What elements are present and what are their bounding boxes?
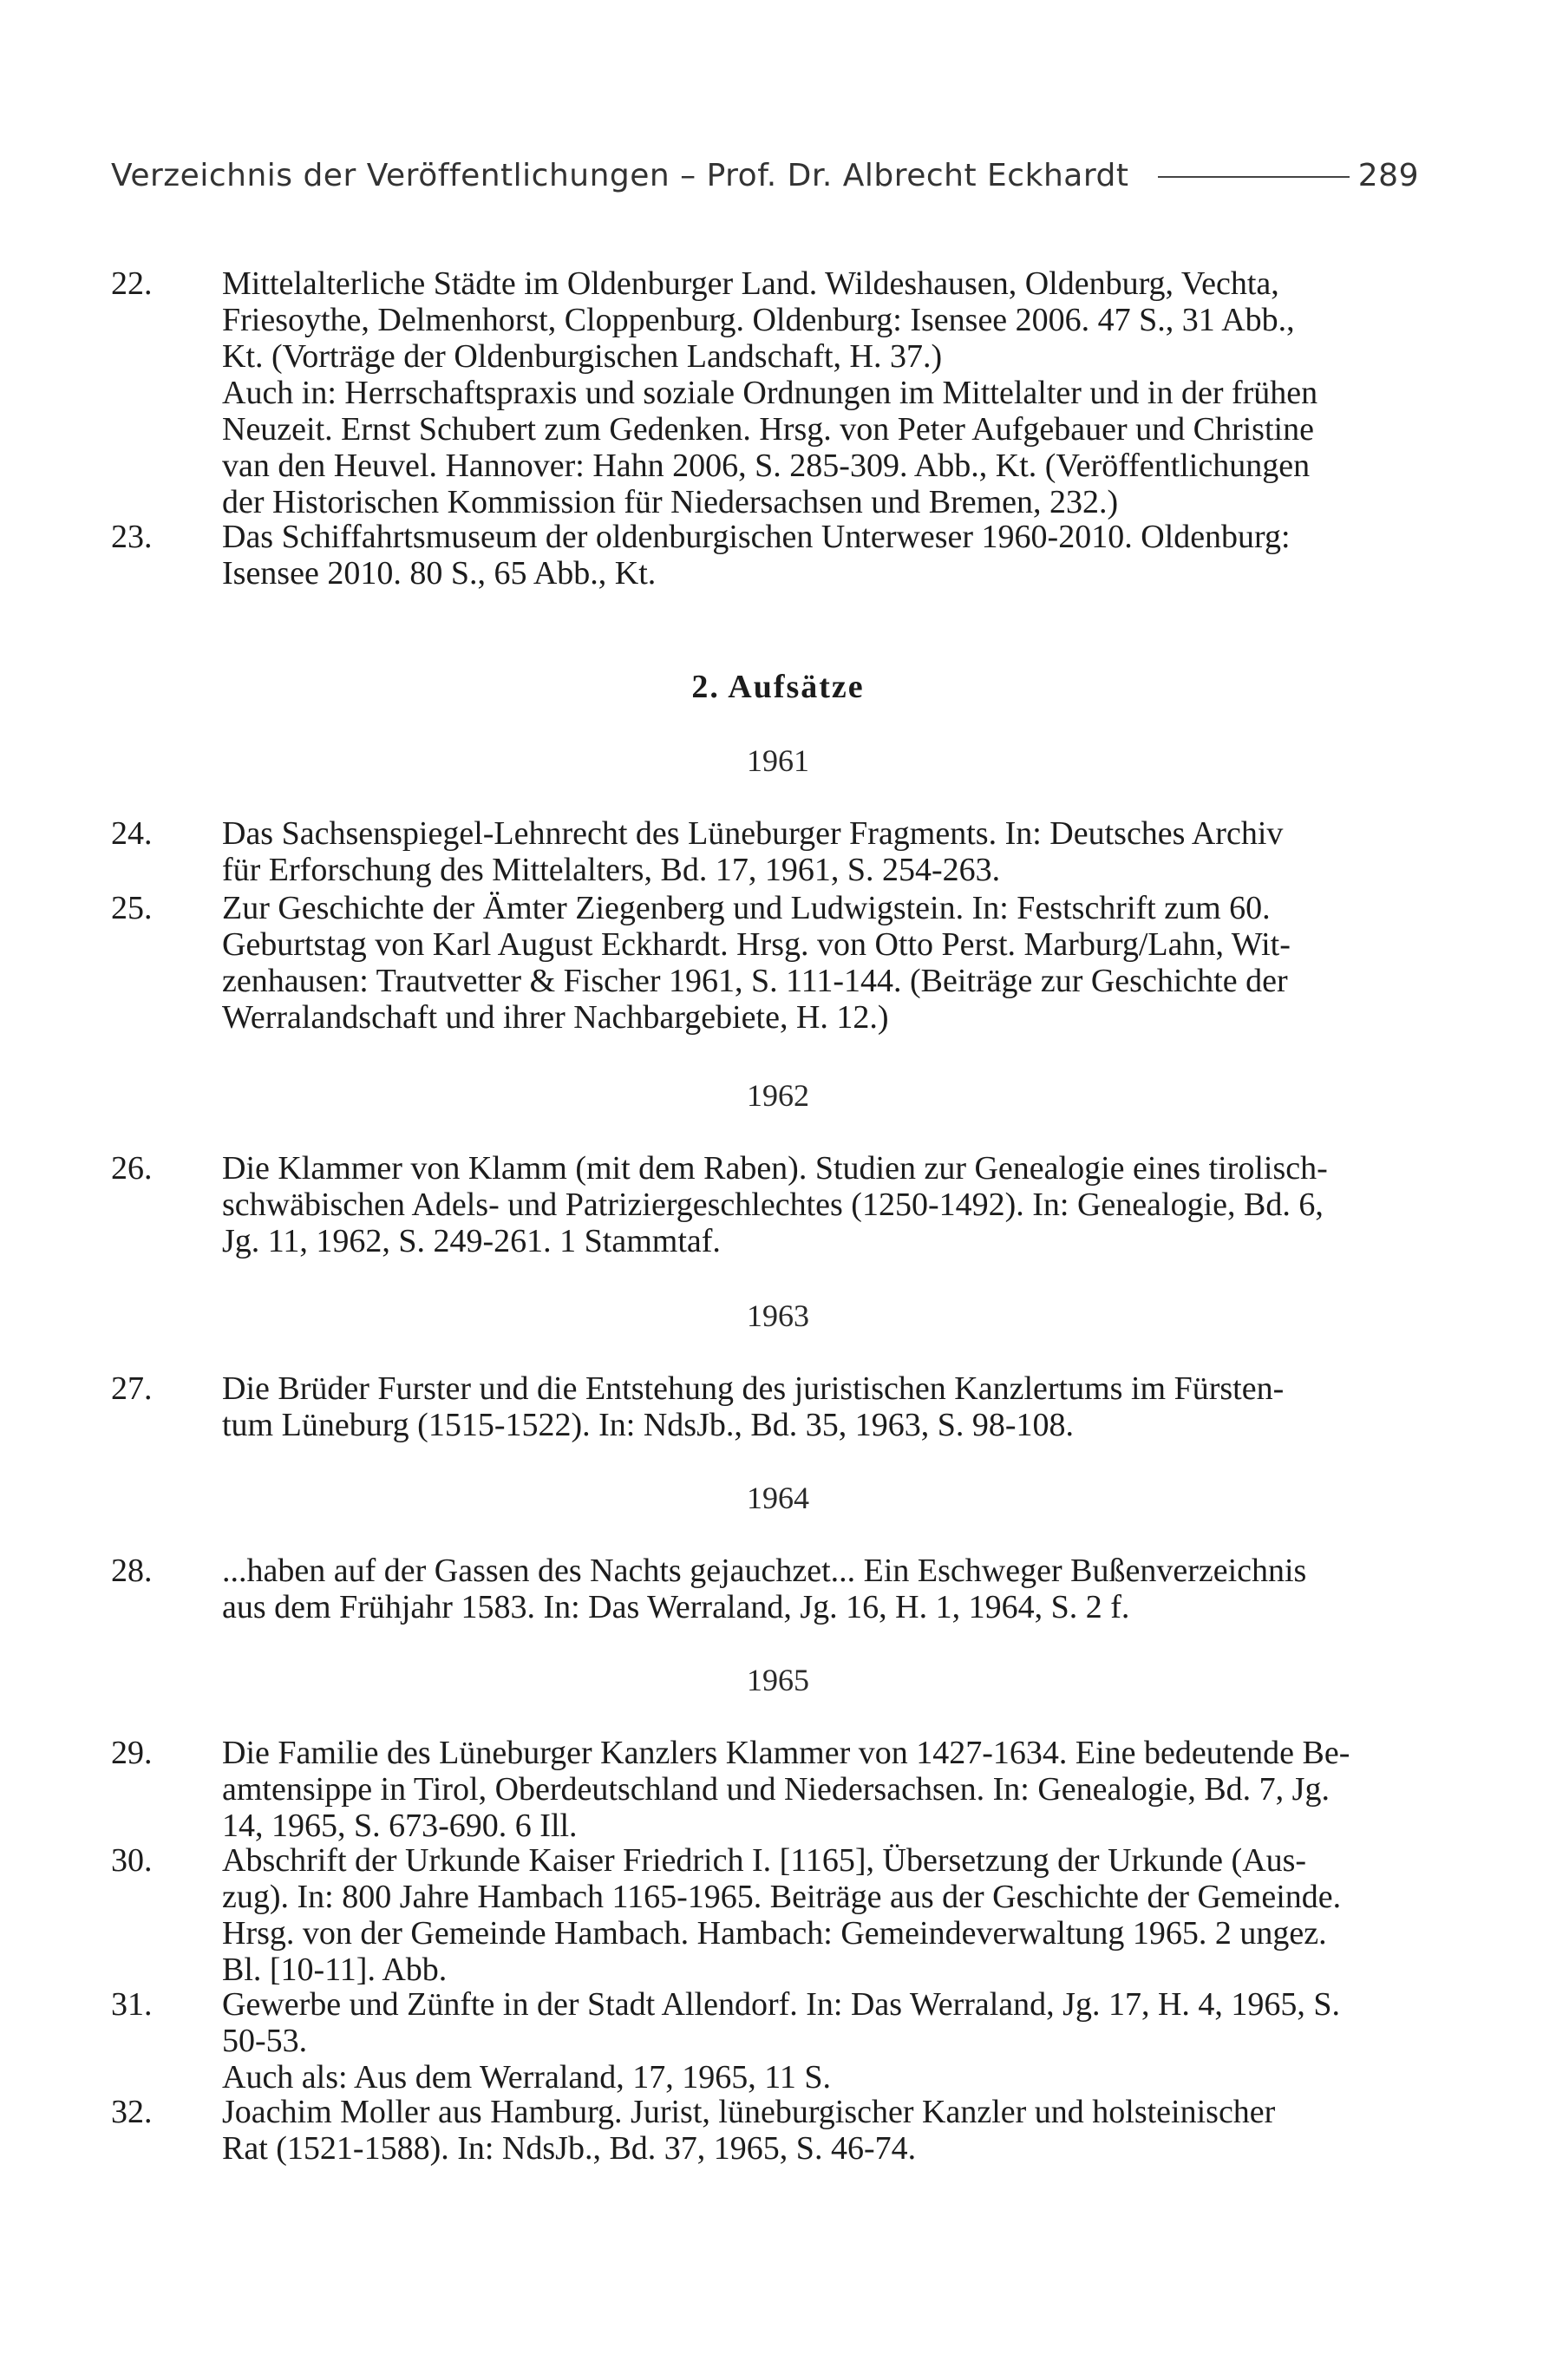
list-item: [111, 1842, 1419, 1988]
entry-number: 25.: [111, 890, 153, 926]
entry-number: 24.: [111, 815, 153, 852]
entry-text: [222, 890, 1419, 1036]
entry-line: zug). In: 800 Jahre Hambach 1165-1965. Beiträge aus der Geschichte der Gemeinde.: [222, 1879, 1342, 1915]
entry-number: 28.: [111, 1553, 153, 1589]
page-number: 289: [1357, 157, 1419, 193]
list-item: [111, 1735, 1419, 1844]
year-heading-1964: 1964: [747, 1481, 809, 1515]
year-heading-1962: 1962: [747, 1078, 809, 1113]
entry-line: Gewerbe und Zünfte in der Stadt Allendorf. In: Das Werraland, Jg. 17, H. 4, 1965, S.: [222, 1986, 1341, 2023]
entry-number: 29.: [111, 1735, 153, 1771]
entry-line: schwäbischen Adels- und Patriziergeschlechtes (1250-1492). In: Genealogie, Bd. 6,: [222, 1187, 1324, 1223]
entry-line: Hrsg. von der Gemeinde Hambach. Hambach: Gemeindeverwaltung 1965. 2 ungez.: [222, 1915, 1327, 1952]
entry-line: Isensee 2010. 80 S., 65 Abb., Kt.: [222, 555, 657, 592]
entry-line: aus dem Frühjahr 1583. In: Das Werraland, Jg. 16, H. 1, 1964, S. 2 f.: [222, 1589, 1130, 1625]
list-item: [111, 265, 1419, 520]
list-item: [111, 519, 1419, 592]
entry-line: Das Schiffahrtsmuseum der oldenburgischen Unterweser 1960-2010. Oldenburg:: [222, 519, 1291, 555]
entry-text: [222, 1842, 1419, 1988]
entry-line: zenhausen: Trautvetter & Fischer 1961, S. 111-144. (Beiträge zur Geschichte der: [222, 963, 1288, 999]
entry-line: amtensippe in Tirol, Oberdeutschland und Niedersachsen. In: Genealogie, Bd. 7, Jg.: [222, 1771, 1330, 1808]
entry-line: Geburtstag von Karl August Eckhardt. Hrsg. von Otto Perst. Marburg/Lahn, Wit-: [222, 926, 1291, 963]
entry-number: 31.: [111, 1986, 153, 2023]
entry-text: [222, 1735, 1419, 1844]
entry-text: [222, 1150, 1419, 1259]
entry-line: Die Klammer von Klamm (mit dem Raben). Studien zur Genealogie eines tirolisch-: [222, 1150, 1328, 1187]
entry-line: Kt. (Vorträge der Oldenburgischen Landschaft, H. 37.): [222, 338, 943, 375]
entry-line: Die Brüder Furster und die Entstehung des juristischen Kanzlertums im Fürsten-: [222, 1370, 1285, 1407]
entry-line: Friesoythe, Delmenhorst, Cloppenburg. Oldenburg: Isensee 2006. 47 S., 31 Abb.,: [222, 302, 1295, 338]
entry-number: 27.: [111, 1370, 153, 1407]
entry-text: [222, 1370, 1419, 1443]
entry-line: Auch in: Herrschaftspraxis und soziale Ordnungen im Mittelalter und in der frühen: [222, 375, 1318, 411]
entry-line: der Historischen Kommission für Niedersachsen und Bremen, 232.): [222, 484, 1119, 520]
year-heading-1963: 1963: [747, 1298, 809, 1333]
list-item: [111, 890, 1419, 1036]
list-item: [111, 2094, 1419, 2167]
entry-line: Werralandschaft und ihrer Nachbargebiete, H. 12.): [222, 999, 889, 1036]
entry-line: Das Sachsenspiegel-Lehnrecht des Lüneburger Fragments. In: Deutsches Archiv: [222, 815, 1284, 852]
entry-line: Joachim Moller aus Hamburg. Jurist, lüneburgischer Kanzler und holsteinischer: [222, 2094, 1276, 2130]
list-item: [111, 1370, 1419, 1443]
entry-line: Mittelalterliche Städte im Oldenburger Land. Wildeshausen, Oldenburg, Vechta,: [222, 265, 1279, 302]
entry-line: Abschrift der Urkunde Kaiser Friedrich I. [1165], Übersetzung der Urkunde (Aus-: [222, 1842, 1307, 1879]
list-item: [111, 1986, 1419, 2096]
entry-line: Zur Geschichte der Ämter Ziegenberg und Ludwigstein. In: Festschrift zum 60.: [222, 890, 1271, 926]
entry-text: [222, 2094, 1419, 2167]
entry-text: [222, 265, 1419, 520]
entry-number: 23.: [111, 519, 153, 555]
entry-line: 14, 1965, S. 673-690. 6 Ill.: [222, 1808, 578, 1844]
year-heading-1965: 1965: [747, 1663, 809, 1697]
entry-text: [222, 1986, 1419, 2096]
header-rule: [1158, 176, 1349, 178]
entry-line: 50-53.: [222, 2023, 308, 2059]
entry-text: [222, 1553, 1419, 1625]
entry-number: 32.: [111, 2094, 153, 2130]
list-item: [111, 1150, 1419, 1259]
entry-number: 30.: [111, 1842, 153, 1879]
entry-line: Jg. 11, 1962, S. 249-261. 1 Stammtaf.: [222, 1223, 721, 1259]
entry-number: 22.: [111, 265, 153, 302]
entry-text: [222, 815, 1419, 888]
list-item: [111, 815, 1419, 888]
entry-line: für Erforschung des Mittelalters, Bd. 17, 1961, S. 254-263.: [222, 852, 1001, 888]
entry-line: Neuzeit. Ernst Schubert zum Gedenken. Hrsg. von Peter Aufgebauer und Christine: [222, 411, 1314, 448]
entry-line: van den Heuvel. Hannover: Hahn 2006, S. 285-309. Abb., Kt. (Veröffentlichungen: [222, 448, 1311, 484]
header-title: Verzeichnis der Veröffentlichungen – Prof. Dr. Albrecht Eckhardt: [111, 157, 1129, 193]
entry-line: Auch als: Aus dem Werraland, 17, 1965, 11 S.: [222, 2059, 831, 2096]
entry-line: Bl. [10-11]. Abb.: [222, 1952, 448, 1988]
entry-line: Die Familie des Lüneburger Kanzlers Klammer von 1427-1634. Eine bedeutende Be-: [222, 1735, 1350, 1771]
entry-line: Rat (1521-1588). In: NdsJb., Bd. 37, 1965, S. 46-74.: [222, 2130, 917, 2167]
year-heading-1961: 1961: [747, 743, 809, 778]
list-item: [111, 1553, 1419, 1625]
entry-line: ...haben auf der Gassen des Nachts gejauchzet... Ein Eschweger Bußenverzeichnis: [222, 1553, 1307, 1589]
section-heading: 2. Aufsätze: [691, 669, 865, 705]
running-header: [111, 149, 1419, 201]
entry-line: tum Lüneburg (1515-1522). In: NdsJb., Bd. 35, 1963, S. 98-108.: [222, 1407, 1074, 1443]
entry-text: [222, 519, 1419, 592]
entry-number: 26.: [111, 1150, 153, 1187]
